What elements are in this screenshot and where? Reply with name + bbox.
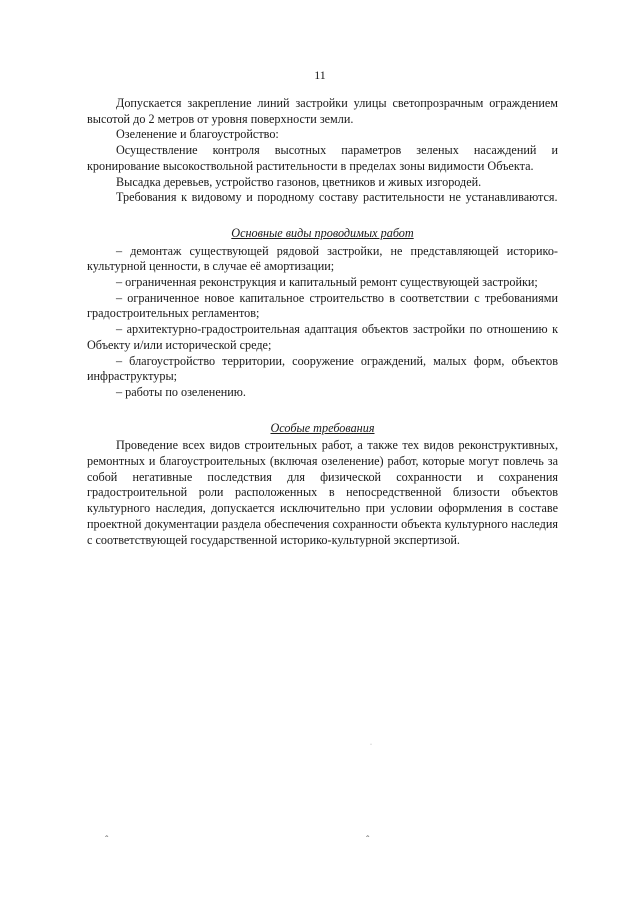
scan-speck: ·: [370, 742, 372, 748]
heading-special-requirements: Особые требования: [270, 420, 375, 435]
heading-main-works: Основные виды проводимых работ: [231, 225, 414, 240]
works-item: – архитектурно-градостроительная адаптация объектов застройки по отношению к Объекту и/или исторической среде;: [87, 322, 558, 352]
works-item: – работы по озеленению.: [116, 384, 246, 399]
paragraph-planting: Высадка деревьев, устройство газонов, цветников и живых изгородей.: [116, 174, 482, 189]
document-body: [87, 96, 558, 548]
paragraph-vegetation-requirements: Требования к видовому и породному составу растительности не устанавливаются.: [116, 190, 558, 205]
works-item: – благоустройство территории, сооружение ограждений, малых форм, объектов инфраструктуры;: [87, 353, 558, 384]
works-item: – ограниченное новое капитальное строительство в соответствии с требованиями градостроительных регламентов;: [87, 290, 558, 321]
page-number: 11: [314, 68, 326, 82]
paragraph-height-control: Осуществление контроля высотных параметров зеленых насаждений и кронирование высокоствольной растительности в пределах зоны видимости Объекта.: [87, 143, 558, 173]
scan-speck: ˆ: [105, 835, 109, 846]
scan-speck: ˆ: [366, 835, 370, 846]
paragraph-fence: Допускается закрепление линий застройки улицы светопрозрачным ограждением высотой до 2 метров от уровня поверхности земли.: [87, 96, 558, 126]
works-item: – ограниченная реконструкция и капитальный ремонт существующей застройки;: [116, 275, 538, 290]
paragraph-landscaping-title: Озеленение и благоустройство:: [116, 127, 279, 142]
paragraph-special-requirements: Проведение всех видов строительных работ, а также тех видов реконструктивных, ремонтных и благоустроительных (включая озеленение) работ, которые могут повлечь за собой негативные последствия для физической сохранности и сохранения градостроительной роли расположенных в непосредственной близости объектов культурного наследия, допускается исключительно при условии оформления в составе проектной документации раздела обеспечения сохранности объекта культурного наследия с соответствующей государственной историко-культурной экспертизой.: [87, 438, 558, 547]
works-item: – демонтаж существующей рядовой застройки, не представляющей историко-культурной ценности, в случае её амортизации;: [87, 243, 558, 274]
